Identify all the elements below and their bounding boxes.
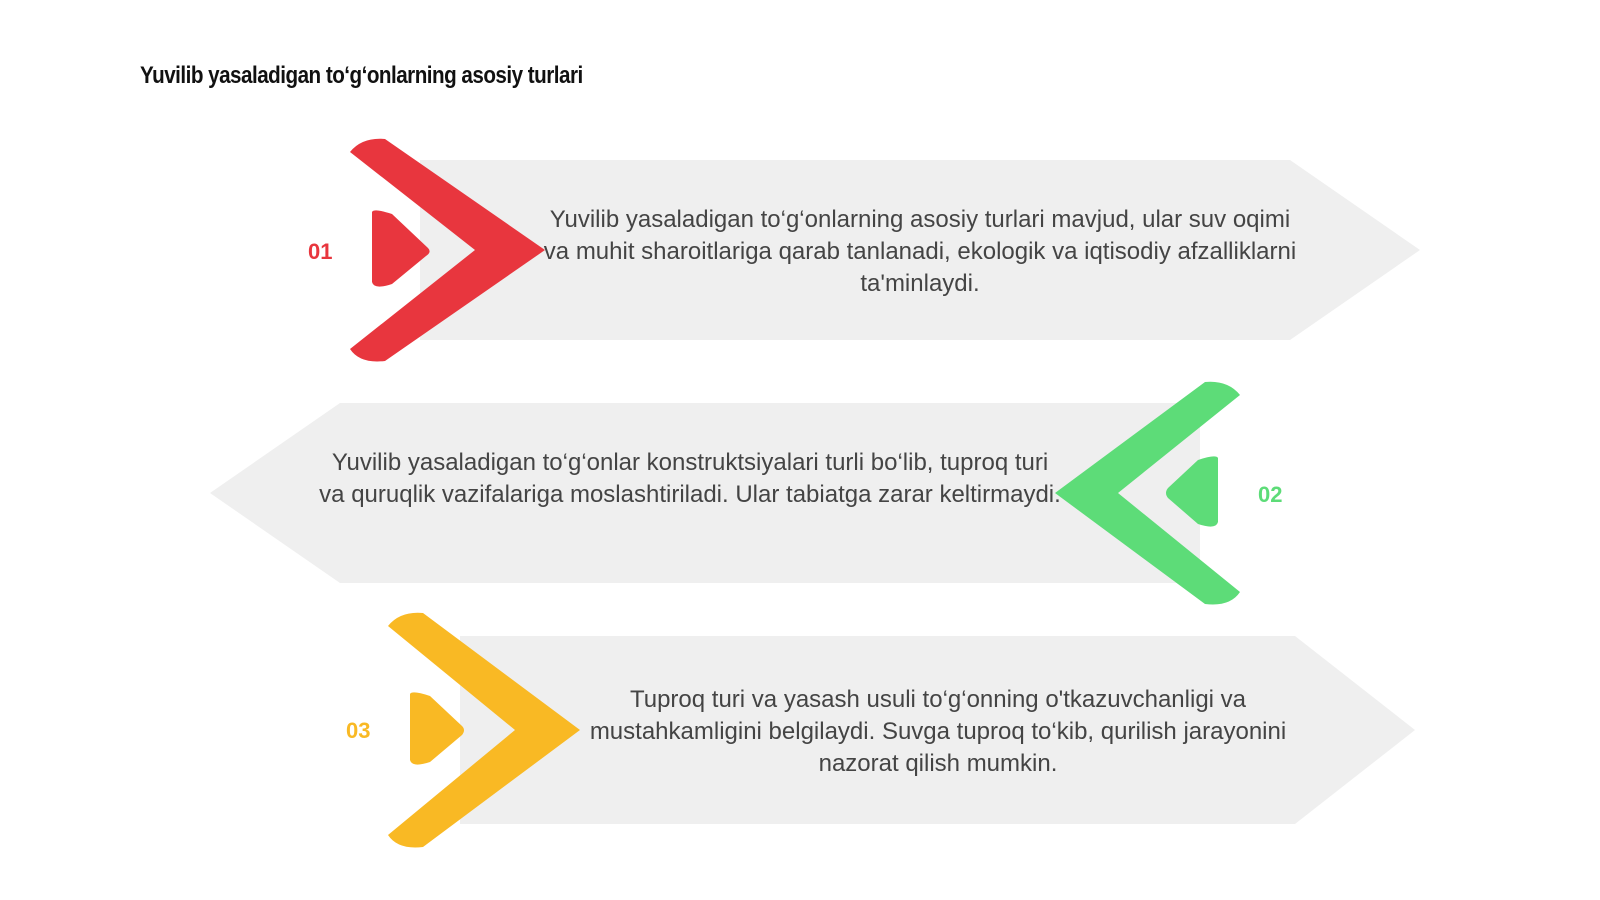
- step-03-text: Tuproq turi va yasash usuli to‘g‘onning o'tkazuvchanligi va mustahkamligini belgilaydi. Suvga tuproq to‘kib, qurilish jarayonini nazorat qilish mumkin.: [589, 686, 1287, 777]
- page-title: Yuvilib yasaladigan to‘g‘onlarning asosiy turlari: [140, 62, 583, 89]
- step-02-number: 02: [1258, 482, 1283, 507]
- step-01-text: Yuvilib yasaladigan to‘g‘onlarning asosiy turlari mavjud, ular suv oqimi va muhit sharoitlariga qarab tanlanadi, ekologik va iqtisodiy afzalliklarni ta'minlaydi.: [543, 206, 1297, 297]
- step-01-number: 01: [308, 239, 333, 264]
- step-02-text: Yuvilib yasaladigan to‘g‘onlar konstruktsiyalari turli bo‘lib, tuproq turi va quruqlik vazifalariga moslashtiriladi. Ular tabiatga zarar keltirmaydi.: [319, 449, 1061, 508]
- play-icon: [410, 692, 464, 764]
- step-03-number: 03: [346, 718, 371, 743]
